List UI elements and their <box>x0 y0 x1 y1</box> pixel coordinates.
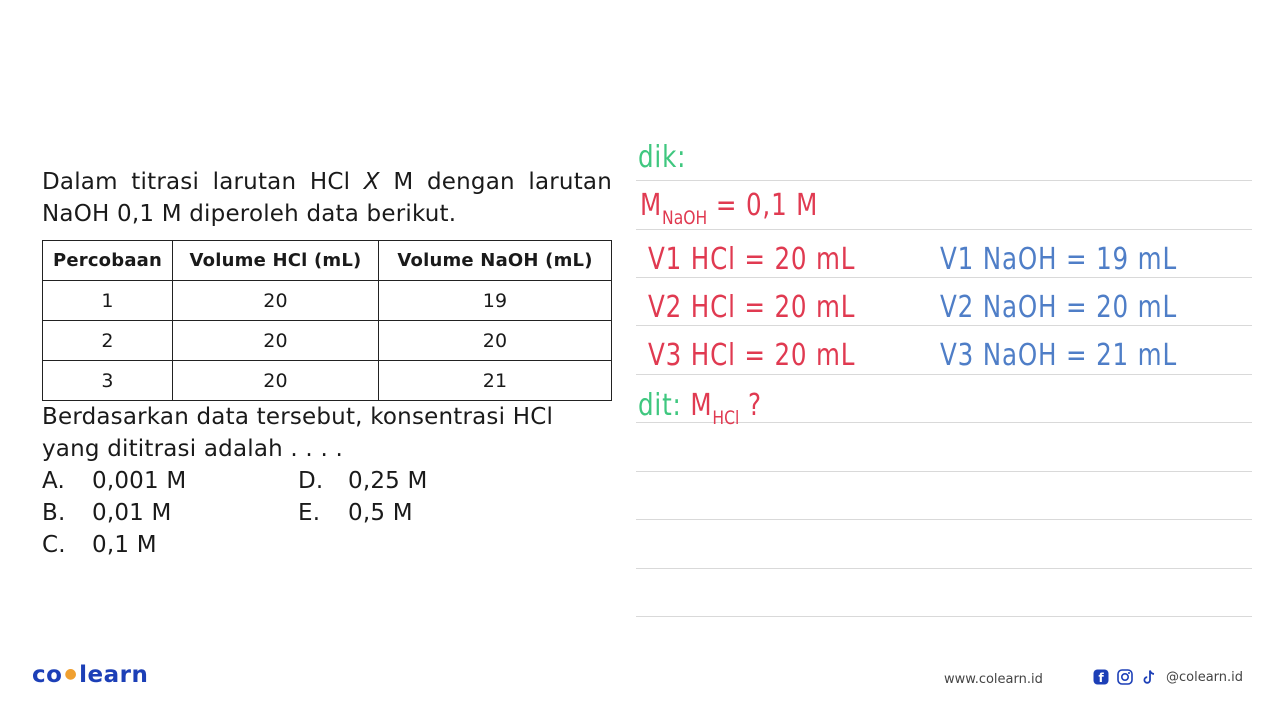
intro-text-1: Dalam titrasi larutan HCl <box>42 169 351 195</box>
intro-text-2: M dengan larutan NaOH 0,1 M diperoleh data berikut. <box>42 169 612 227</box>
cell: 20 <box>173 321 379 361</box>
answer-options <box>42 465 612 561</box>
v2-hcl: V2 HCl = 20 mL <box>648 290 856 325</box>
note-line <box>636 180 1252 181</box>
intro-variable: X <box>363 169 380 195</box>
cell: 1 <box>43 281 173 321</box>
note-line <box>636 374 1252 375</box>
website-url[interactable]: www.colearn.id <box>944 672 1043 687</box>
table-row <box>43 281 612 321</box>
question-intro <box>42 166 612 230</box>
cell: 21 <box>379 361 612 401</box>
note-line <box>636 519 1252 520</box>
option-d[interactable]: D. 0,25 M <box>298 468 428 494</box>
table-row <box>43 321 612 361</box>
colearn-logo: co ●learn <box>32 662 149 688</box>
table-row <box>43 361 612 401</box>
social-handle[interactable]: @colearn.id <box>1166 669 1244 685</box>
note-line <box>636 471 1252 472</box>
note-line <box>636 277 1252 278</box>
question-block <box>42 166 612 561</box>
option-c[interactable]: C. 0,1 M <box>42 532 157 558</box>
question-ask: Berdasarkan data tersebut, konsentrasi HCl yang dititrasi adalah . . . . <box>42 404 554 462</box>
facebook-icon[interactable] <box>1092 668 1110 686</box>
option-e[interactable]: E. 0,5 M <box>298 500 413 526</box>
svg-text:f: f <box>1098 671 1104 685</box>
cell: 20 <box>173 281 379 321</box>
note-line <box>636 616 1252 617</box>
cell: 19 <box>379 281 612 321</box>
note-line <box>636 229 1252 230</box>
dit-line: dit: $M_{HCl}$ ? <box>638 388 762 429</box>
note-line <box>636 325 1252 326</box>
option-b[interactable]: B. 0,01 M <box>42 500 172 526</box>
v3-naoh: V3 NaOH = 21 mL <box>940 338 1177 373</box>
header-volume-naoh: Volume NaOH (mL) <box>379 241 612 281</box>
v1-hcl: V1 HCl = 20 mL <box>648 242 856 277</box>
tiktok-icon[interactable] <box>1140 668 1158 686</box>
dik-label: dik: <box>638 140 687 175</box>
header-volume-hcl: Volume HCl (mL) <box>173 241 379 281</box>
instagram-icon[interactable] <box>1116 668 1134 686</box>
v2-naoh: V2 NaOH = 20 mL <box>940 290 1177 325</box>
social-links <box>1092 668 1243 686</box>
table-header-row <box>43 241 612 281</box>
option-a[interactable]: A. 0,001 M <box>42 468 187 494</box>
cell: 3 <box>43 361 173 401</box>
note-line <box>636 568 1252 569</box>
m-naoh-line: $M_{NaOH} = 0,1$ M <box>640 188 819 229</box>
v1-naoh: V1 NaOH = 19 mL <box>940 242 1177 277</box>
data-table <box>42 240 612 401</box>
cell: 20 <box>173 361 379 401</box>
v3-hcl: V3 HCl = 20 mL <box>648 338 856 373</box>
cell: 2 <box>43 321 173 361</box>
header-percobaan: Percobaan <box>43 241 173 281</box>
cell: 20 <box>379 321 612 361</box>
